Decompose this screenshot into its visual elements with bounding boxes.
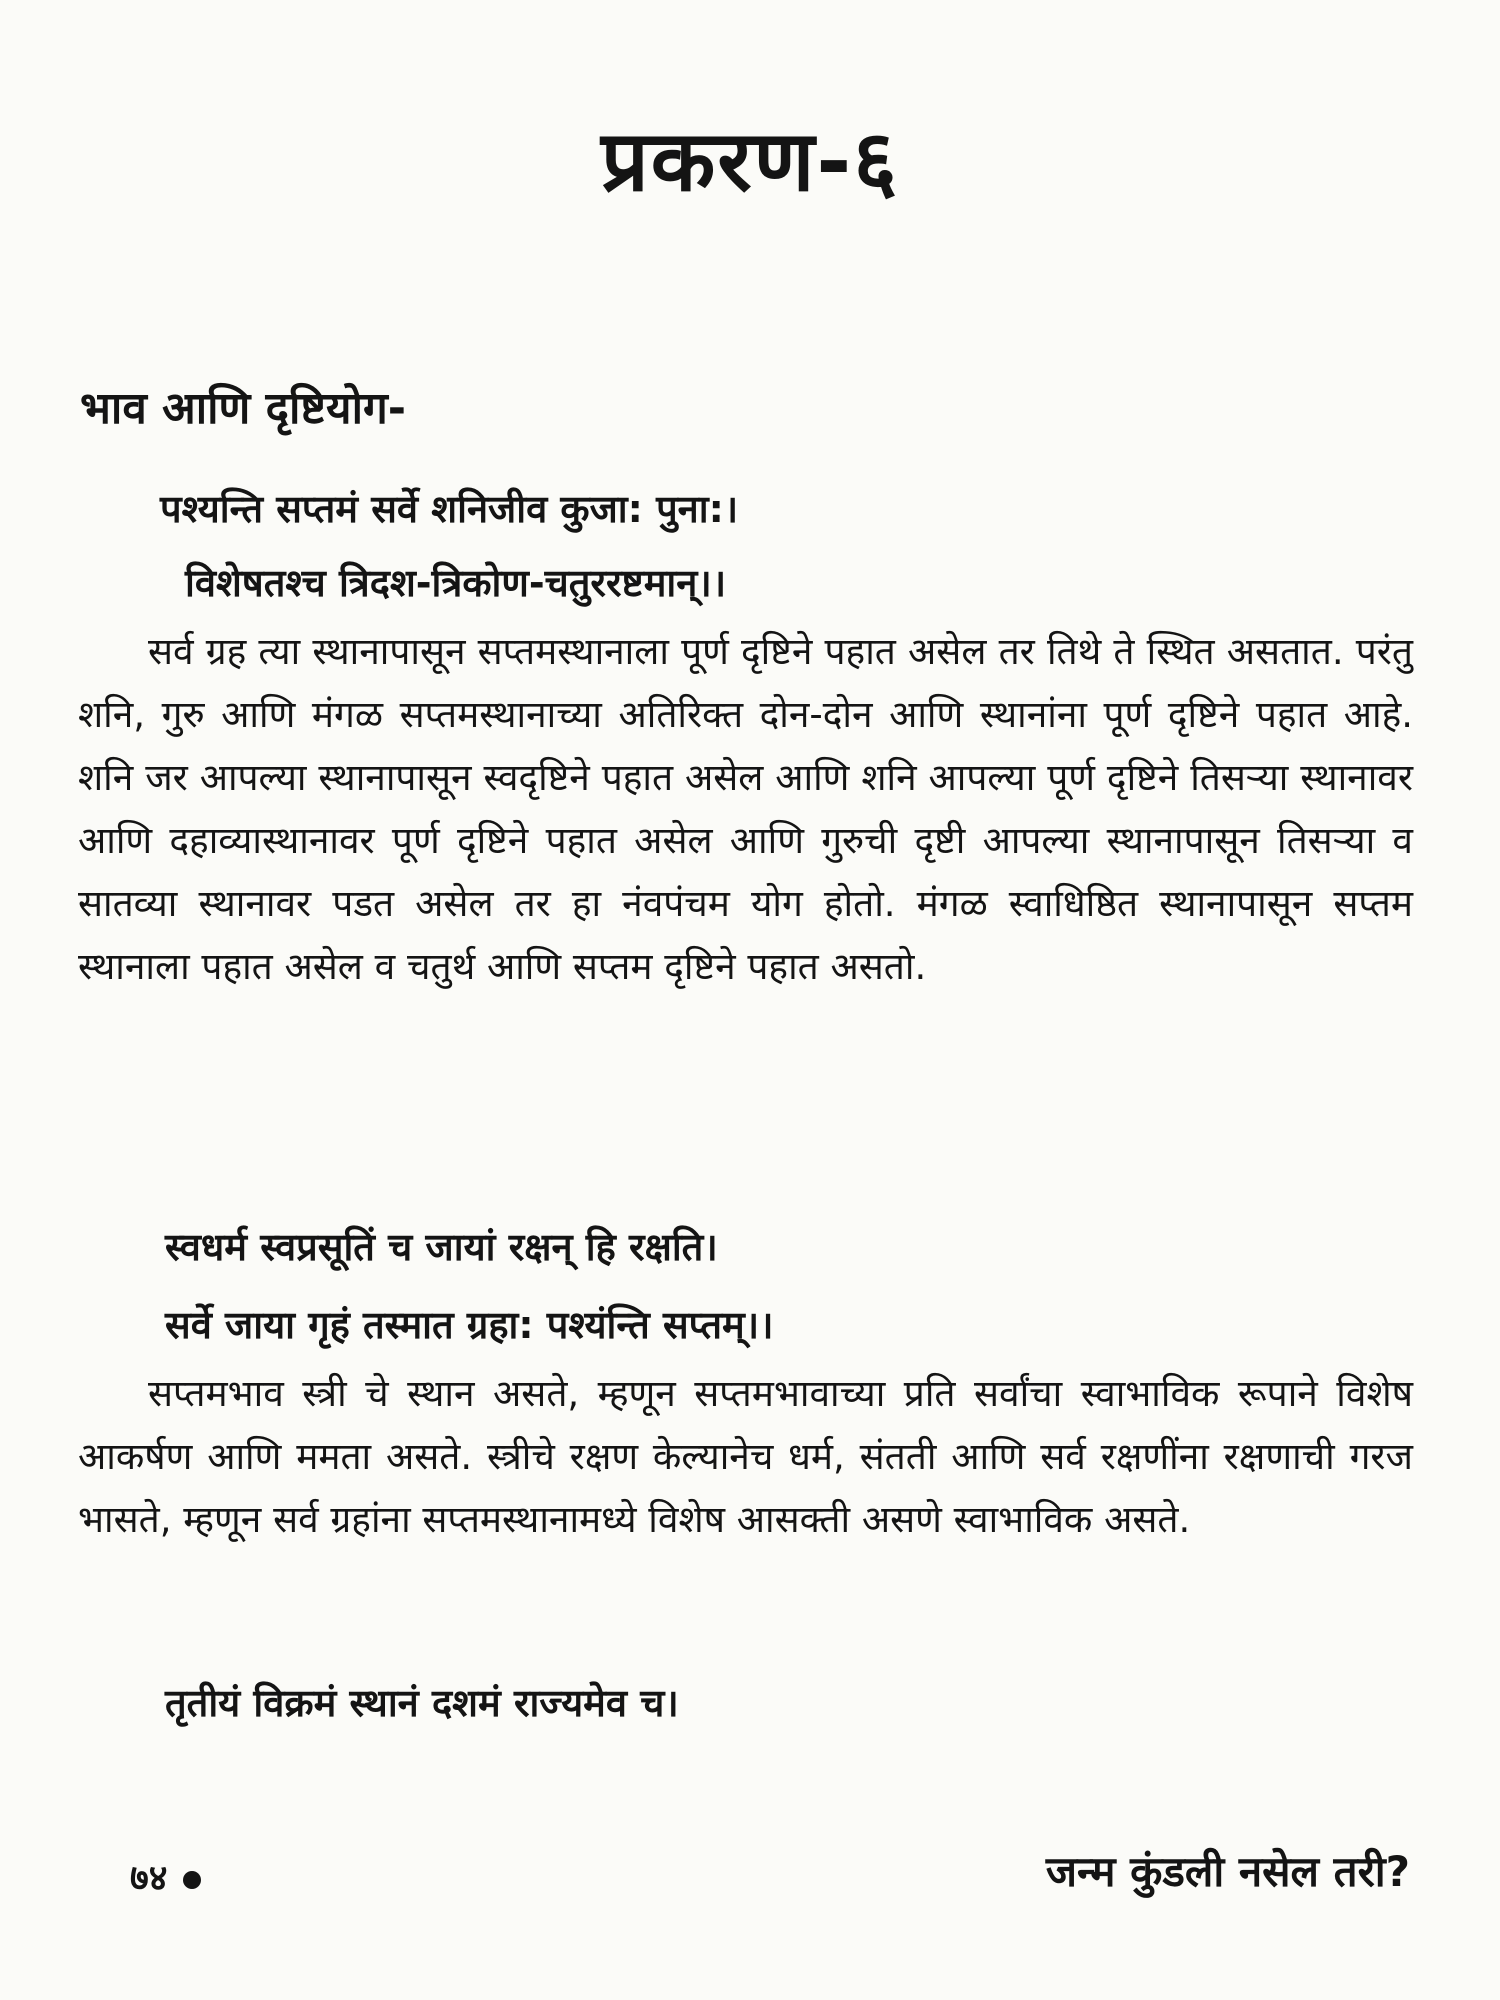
book-title: जन्म कुंडली नसेल तरी? [1045,1847,1410,1896]
verse-2-line-1: स्वधर्म स्वप्रसूतिं च जायां रक्षन् हि रक्षति। [165,1225,718,1269]
paragraph-2: सप्तमभाव स्त्री चे स्थान असते, म्हणून सप्तमभावाच्या प्रति सर्वांचा स्वाभाविक रूपाने विशेष आकर्षण आणि ममता असते. स्त्रीचे रक्षण केल्यानेच धर्म, संतती आणि सर्व रक्षणींना रक्षणाची गरज भासते, म्हणून सर्व ग्रहांना सप्तमस्थानामध्ये विशेष आसक्ती असणे स्वाभाविक असते. [78,1372,1413,1541]
paragraph-1: सर्व ग्रह त्या स्थानापासून सप्तमस्थानाला पूर्ण दृष्टिने पहात असेल तर तिथे ते स्थित असतात. परंतु शनि, गुरु आणि मंगळ सप्तमस्थानाच्या अतिरिक्त दोन-दोन आणि स्थानांना पूर्ण दृष्टिने पहात आहे. शनि जर आपल्या स्थानापासून स्वदृष्टिने पहात असेल आणि शनि आपल्या पूर्ण दृष्टिने तिसऱ्या स्थानावर आणि दहाव्यास्थानावर पूर्ण दृष्टिने पहात असेल आणि गुरुची दृष्टी आपल्या स्थानापासून तिसऱ्या व सातव्या स्थानावर पडत असेल तर हा नंवपंचम योग होतो. मंगळ स्वाधिष्ठित स्थानापासून सप्तम स्थानाला पहात असेल व चतुर्थ आणि सप्तम दृष्टिने पहात असतो. [78,630,1413,988]
page-number [130,1852,201,1901]
section-heading: भाव आणि दृष्टियोग- [80,383,407,434]
verse-1-line-1: पश्यन्ति सप्तमं सर्वे शनिजीव कुजा: पुना:। [160,487,739,531]
chapter-title: प्रकरण-६ [601,112,899,210]
bullet-icon [183,1871,201,1889]
page-number-text: ७४ [130,1858,168,1899]
verse-2-line-2: सर्वे जाया गृहं तस्मात ग्रहा: पश्यंन्ति सप्तम्।। [165,1303,774,1347]
verse-3-line-1: तृतीयं विक्रमं स्थानं दशमं राज्यमेव च। [165,1681,679,1725]
verse-1-line-2: विशेषतश्च त्रिदश-त्रिकोण-चतुररष्टमान्।। [185,561,727,605]
